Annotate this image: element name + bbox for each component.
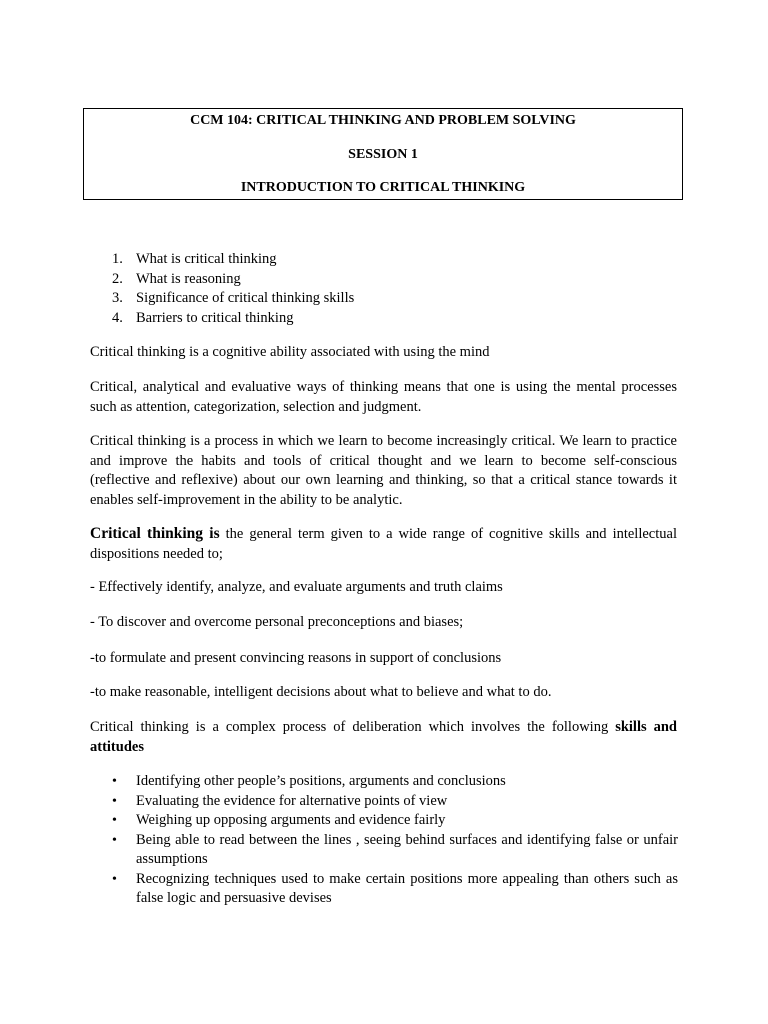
bold-term: Critical thinking is bbox=[90, 525, 220, 542]
list-item: • Recognizing techniques used to make certain positions more appealing than others such as false logic and persuasive devises bbox=[112, 870, 678, 906]
dash-item: - To discover and overcome personal preconceptions and biases; bbox=[90, 614, 464, 630]
list-item: • Evaluating the evidence for alternative points of view bbox=[112, 792, 678, 812]
outline-item: 3. Significance of critical thinking skills bbox=[112, 290, 355, 306]
dash-item: -to formulate and present convincing reasons in support of conclusions bbox=[90, 650, 502, 666]
bullet-icon: • bbox=[112, 793, 117, 809]
bold-skills: skills and attitudes bbox=[90, 719, 677, 755]
paragraph-process: Critical thinking is a process in which we learn to become increasingly critical. We learn to practice and improve the habits and tools of critical thought and we learn to become self-conscious (reflective and reflexive) about our own learning and thinking, so that a critical stance towards it enables self-improvement in the ability to be analytic. bbox=[90, 433, 677, 508]
bullet-icon: • bbox=[112, 774, 117, 789]
bullet-icon: • bbox=[112, 813, 117, 828]
outline-item: 1. What is critical thinking bbox=[112, 251, 277, 267]
session-label: SESSION 1 bbox=[348, 147, 418, 162]
skills-list bbox=[112, 772, 678, 909]
outline-item: 2. What is reasoning bbox=[112, 270, 241, 287]
dash-item: -to make reasonable, intelligent decisions about what to believe and what to do. bbox=[90, 684, 552, 700]
list-item: • Weighing up opposing arguments and evidence fairly bbox=[112, 811, 678, 831]
paragraph-processes: Critical, analytical and evaluative ways of thinking means that one is using the mental processes such as attention, categorization, selection and judgment. bbox=[90, 379, 677, 415]
paragraph-definition: Critical thinking is a cognitive ability associated with using the mind bbox=[90, 344, 490, 360]
dash-item: - Effectively identify, analyze, and evaluate arguments and truth claims bbox=[90, 579, 503, 595]
paragraph-deliberation: Critical thinking is a complex process of deliberation which involves the following skills and attitudes bbox=[90, 719, 677, 755]
outline-item: 4. Barriers to critical thinking bbox=[112, 309, 294, 326]
bullet-icon: • bbox=[112, 832, 117, 848]
title-box bbox=[83, 108, 683, 200]
outline-list bbox=[112, 250, 354, 328]
course-title: CCM 104: CRITICAL THINKING AND PROBLEM SOLVING bbox=[190, 113, 576, 128]
list-item: • Identifying other people’s positions, arguments and conclusions bbox=[112, 772, 678, 792]
topic-title: INTRODUCTION TO CRITICAL THINKING bbox=[240, 180, 526, 195]
paragraph-general-term: Critical thinking is the general term given to a wide range of cognitive skills and intellectual dispositions needed to; bbox=[90, 525, 677, 562]
list-item: • Being able to read between the lines , seeing behind surfaces and identifying false or unfair assumptions bbox=[112, 831, 678, 867]
bullet-icon: • bbox=[112, 871, 117, 887]
